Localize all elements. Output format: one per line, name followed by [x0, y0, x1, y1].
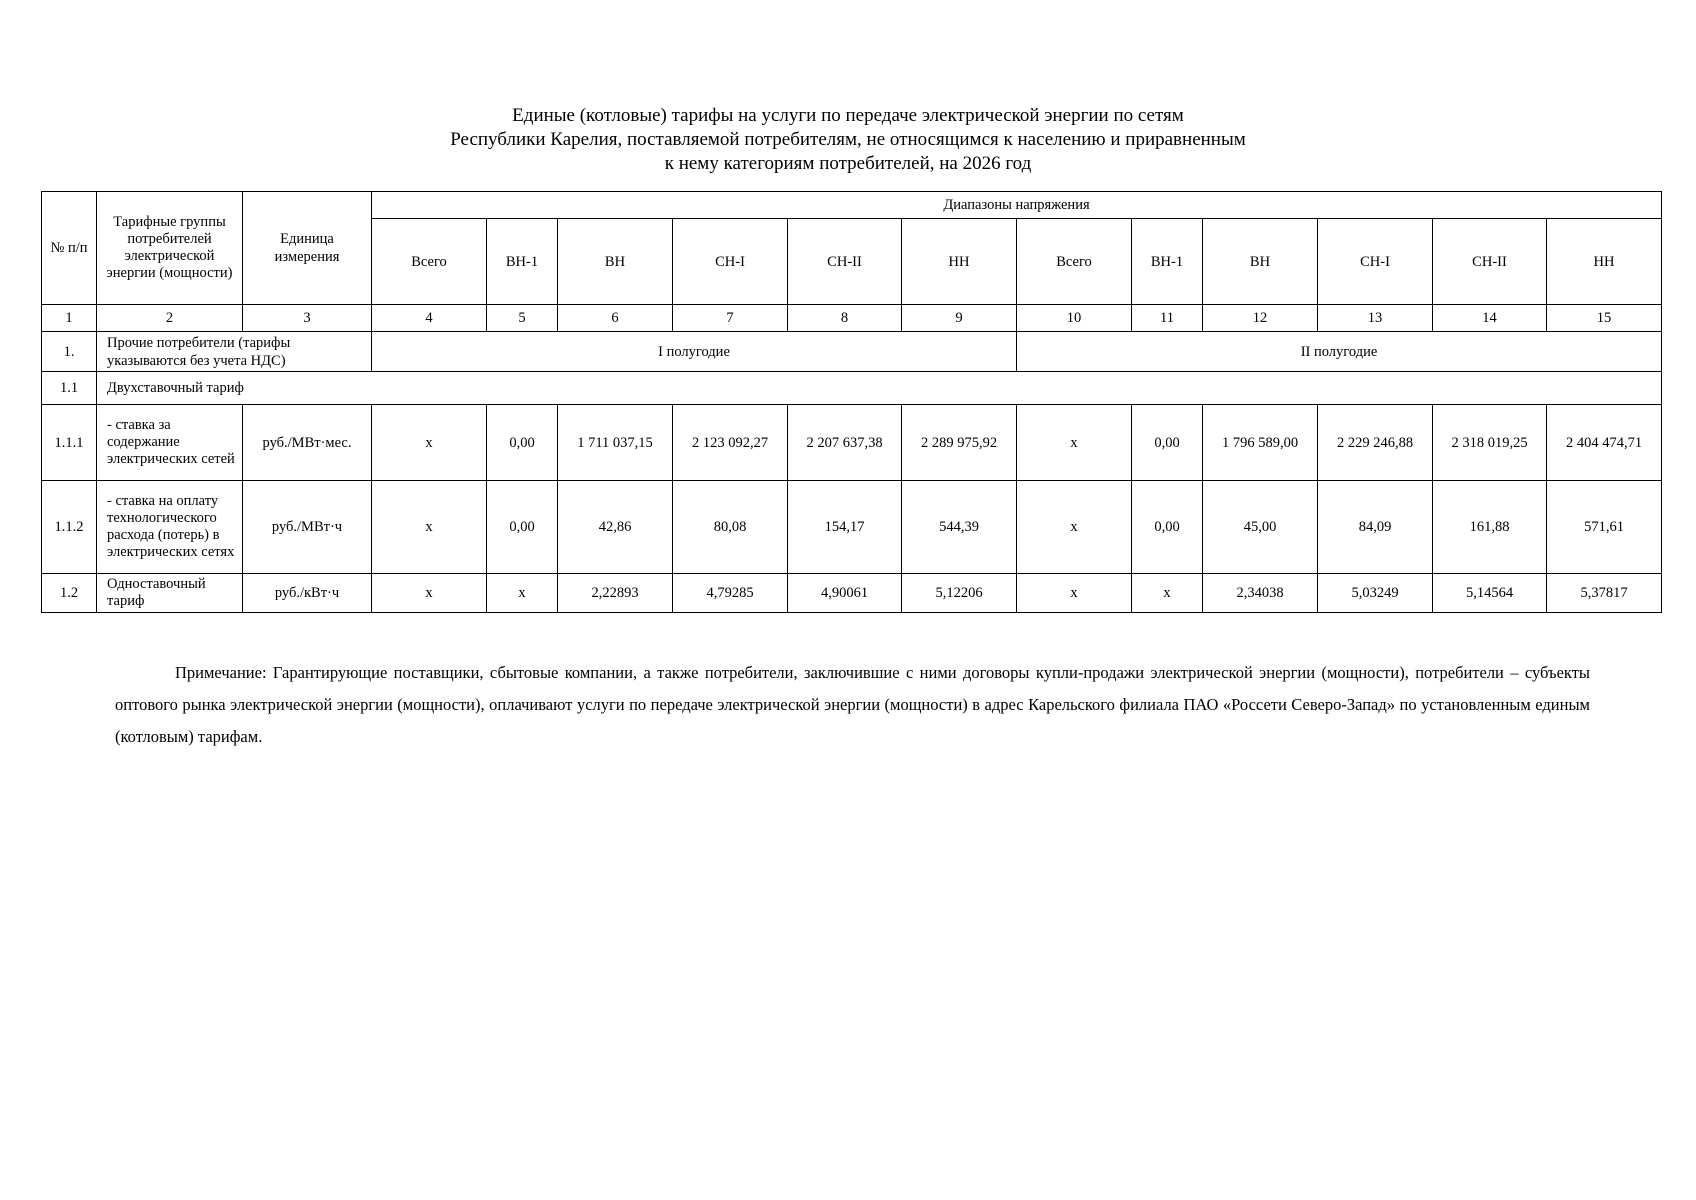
- value-cell: 84,09: [1318, 481, 1433, 574]
- value-cell: 571,61: [1547, 481, 1662, 574]
- header-voltage: СН-I: [673, 219, 788, 305]
- value-cell: 544,39: [902, 481, 1017, 574]
- value-cell: 2 404 474,71: [1547, 405, 1662, 481]
- value-cell: х: [372, 405, 487, 481]
- value-cell: 45,00: [1203, 481, 1318, 574]
- half-year-2: II полугодие: [1017, 332, 1662, 372]
- column-number: 10: [1017, 305, 1132, 332]
- row-label: Двухставочный тариф: [97, 372, 1662, 405]
- value-cell: 2,34038: [1203, 574, 1318, 613]
- column-number: 11: [1132, 305, 1203, 332]
- column-number: 7: [673, 305, 788, 332]
- value-cell: 1 711 037,15: [558, 405, 673, 481]
- value-cell: 4,90061: [788, 574, 902, 613]
- header-voltage: ВН: [558, 219, 673, 305]
- table-row: [42, 481, 1662, 574]
- column-number: 3: [243, 305, 372, 332]
- value-cell: 2 207 637,38: [788, 405, 902, 481]
- tariff-table: [41, 191, 1662, 613]
- value-cell: 2 289 975,92: [902, 405, 1017, 481]
- value-cell: 1 796 589,00: [1203, 405, 1318, 481]
- row-num: 1.2: [42, 574, 97, 613]
- value-cell: 80,08: [673, 481, 788, 574]
- column-number: 15: [1547, 305, 1662, 332]
- value-cell: 5,12206: [902, 574, 1017, 613]
- value-cell: 42,86: [558, 481, 673, 574]
- column-number: 14: [1433, 305, 1547, 332]
- column-number: 6: [558, 305, 673, 332]
- header-unit: Единица измерения: [243, 192, 372, 305]
- header-groups: Тарифные группы потребителей электрической энергии (мощности): [97, 192, 243, 305]
- header-row-ranges: [42, 192, 1662, 219]
- row-num: 1.1: [42, 372, 97, 405]
- value-cell: 2,22893: [558, 574, 673, 613]
- header-voltage-ranges: Диапазоны напряжения: [372, 192, 1662, 219]
- header-voltage: СН-II: [788, 219, 902, 305]
- column-number: 8: [788, 305, 902, 332]
- header-num: № п/п: [42, 192, 97, 305]
- column-number-row: [42, 305, 1662, 332]
- header-voltage: ВН-1: [487, 219, 558, 305]
- header-voltage: ВН: [1203, 219, 1318, 305]
- title-line: к нему категориям потребителей, на 2026 год: [664, 153, 1032, 174]
- value-cell: 2 229 246,88: [1318, 405, 1433, 481]
- value-cell: х: [372, 574, 487, 613]
- row-num: 1.1.1: [42, 405, 97, 481]
- document-title: [0, 104, 1696, 176]
- column-number: 12: [1203, 305, 1318, 332]
- footnote: Примечание: Гарантирующие поставщики, сбытовые компании, а также потребители, заключившие с ними договоры купли-продажи электрической энергии (мощности), потребители – субъекты оптового рынка электрической энергии (мощности), оплачивают услуги по передаче электрической энергии (мощности) в адрес Карельского филиала ПАО «Россети Северо-Запад» по установленным единым (котловым) тарифам.: [115, 663, 1590, 746]
- table-row: [42, 405, 1662, 481]
- row-label: Одноставочный тариф: [97, 574, 243, 613]
- column-number: 2: [97, 305, 243, 332]
- value-cell: 161,88: [1433, 481, 1547, 574]
- value-cell: 5,14564: [1433, 574, 1547, 613]
- row-num: 1.1.2: [42, 481, 97, 574]
- title-line: Единые (котловые) тарифы на услуги по передаче электрической энергии по сетям: [512, 105, 1184, 126]
- value-cell: 2 318 019,25: [1433, 405, 1547, 481]
- value-cell: х: [1017, 574, 1132, 613]
- header-voltage: ВН-1: [1132, 219, 1203, 305]
- header-voltage: НН: [1547, 219, 1662, 305]
- half-year-1: I полугодие: [372, 332, 1017, 372]
- value-cell: 0,00: [487, 481, 558, 574]
- column-number: 1: [42, 305, 97, 332]
- value-cell: х: [1017, 481, 1132, 574]
- column-number: 13: [1318, 305, 1433, 332]
- value-cell: х: [1017, 405, 1132, 481]
- row-unit: руб./МВт·мес.: [243, 405, 372, 481]
- header-voltage: СН-I: [1318, 219, 1433, 305]
- row-label: Прочие потребители (тарифы указываются без учета НДС): [97, 332, 372, 372]
- section-row-other-consumers: [42, 332, 1662, 372]
- row-unit: руб./кВт·ч: [243, 574, 372, 613]
- row-unit: руб./МВт·ч: [243, 481, 372, 574]
- value-cell: 154,17: [788, 481, 902, 574]
- value-cell: 0,00: [487, 405, 558, 481]
- value-cell: 5,37817: [1547, 574, 1662, 613]
- row-label: - ставка на оплату технологического расхода (потерь) в электрических сетях: [97, 481, 243, 574]
- value-cell: х: [372, 481, 487, 574]
- value-cell: х: [1132, 574, 1203, 613]
- value-cell: 2 123 092,27: [673, 405, 788, 481]
- row-num: 1.: [42, 332, 97, 372]
- header-voltage: НН: [902, 219, 1017, 305]
- value-cell: 4,79285: [673, 574, 788, 613]
- header-voltage: СН-II: [1433, 219, 1547, 305]
- title-line: Республики Карелия, поставляемой потребителям, не относящимся к населению и приравненным: [450, 129, 1246, 150]
- value-cell: 5,03249: [1318, 574, 1433, 613]
- table-row: [42, 574, 1662, 613]
- value-cell: х: [487, 574, 558, 613]
- row-label: - ставка за содержание электрических сетей: [97, 405, 243, 481]
- header-voltage: Всего: [372, 219, 487, 305]
- value-cell: 0,00: [1132, 405, 1203, 481]
- column-number: 4: [372, 305, 487, 332]
- column-number: 9: [902, 305, 1017, 332]
- value-cell: 0,00: [1132, 481, 1203, 574]
- section-row-two-rate: [42, 372, 1662, 405]
- column-number: 5: [487, 305, 558, 332]
- header-voltage: Всего: [1017, 219, 1132, 305]
